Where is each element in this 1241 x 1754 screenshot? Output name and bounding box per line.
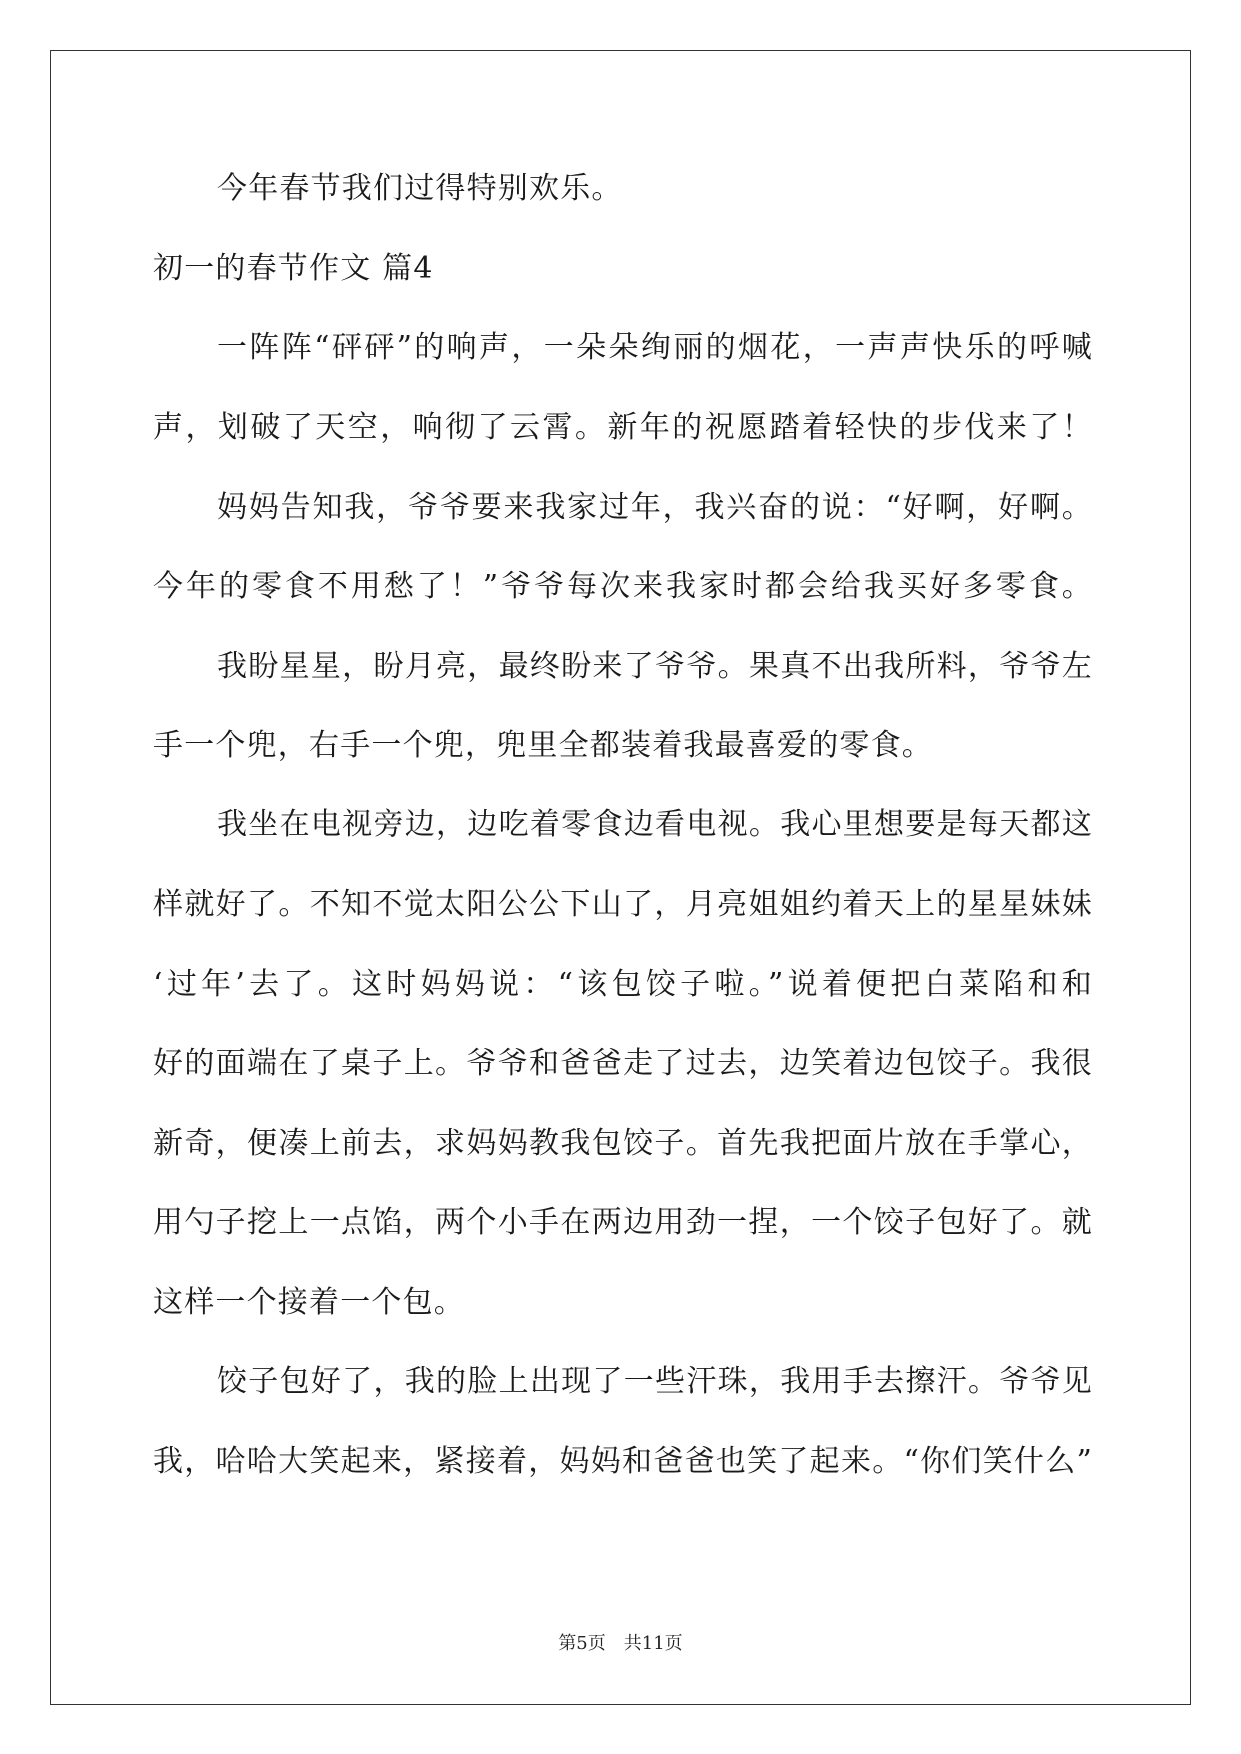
section-heading: 初一的春节作文 篇4 (153, 251, 434, 286)
paragraph-line: 我，哈哈大笑起来，紧接着，妈妈和爸爸也笑了起来。“你们笑什么” (153, 1444, 1093, 1479)
paragraph-line: 我盼星星，盼月亮，最终盼来了爷爷。果真不出我所料，爷爷左 (217, 649, 1093, 684)
paragraph-line: 我坐在电视旁边，边吃着零食边看电视。我心里想要是每天都这 (217, 807, 1093, 842)
paragraph-line: 声，划破了天空，响彻了云霄。新年的祝愿踏着轻快的步伐来了！ (153, 410, 1093, 445)
paragraph-line: 样就好了。不知不觉太阳公公下山了，月亮姐姐约着天上的星星妹妹 (153, 887, 1093, 922)
paragraph-line: 这样一个接着一个包。 (153, 1285, 465, 1320)
paragraph-line: ‘过年’去了。这时妈妈说：“该包饺子啦。”说着便把白菜陷和和 (153, 967, 1093, 1002)
paragraph-line: 好的面端在了桌子上。爷爷和爸爸走了过去，边笑着边包饺子。我很 (153, 1046, 1093, 1081)
paragraph-line: 用勺子挖上一点馅，两个小手在两边用劲一捏，一个饺子包好了。就 (153, 1205, 1093, 1240)
paragraph-line: 手一个兜，右手一个兜，兜里全都装着我最喜爱的零食。 (153, 728, 933, 763)
paragraph-line: 妈妈告知我，爷爷要来我家过年，我兴奋的说：“好啊，好啊。 (217, 490, 1093, 525)
paragraph-line: 新奇，便凑上前去，求妈妈教我包饺子。首先我把面片放在手掌心， (153, 1126, 1093, 1161)
page-number: 第5页 共11页 (558, 1633, 683, 1654)
paragraph-line: 今年春节我们过得特别欢乐。 (217, 171, 623, 206)
paragraph-line: 一阵阵“砰砰”的响声，一朵朵绚丽的烟花，一声声快乐的呼喊 (217, 330, 1093, 365)
paragraph-line: 饺子包好了，我的脸上出现了一些汗珠，我用手去擦汗。爷爷见 (217, 1364, 1093, 1399)
paragraph-line: 今年的零食不用愁了！”爷爷每次来我家时都会给我买好多零食。 (153, 569, 1093, 604)
